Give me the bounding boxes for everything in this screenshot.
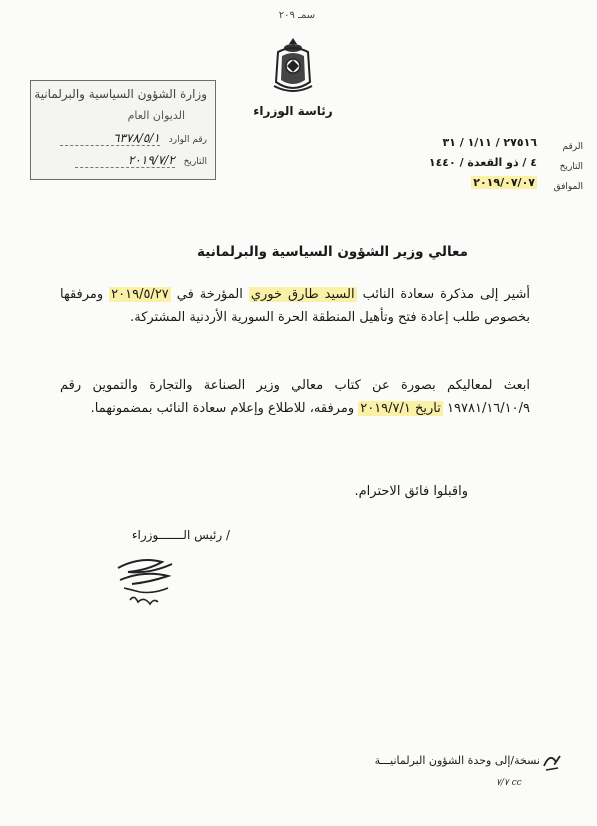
p1-highlight-date: ٢٠١٩/٥/٢٧ xyxy=(111,287,169,302)
closing-line: واقبلوا فائق الاحترام. xyxy=(354,484,468,499)
p2-highlight-date: تاريخ ٢٠١٩/٧/١ xyxy=(360,401,441,416)
incoming-stamp xyxy=(30,80,216,180)
stamp-date-value: ٢٠١٩/٧/٢ xyxy=(75,153,175,168)
stamp-incoming-label: رقم الوارد xyxy=(168,135,207,145)
top-mark: سمـ ٢٠٩ xyxy=(278,10,316,21)
p1-text-b: المؤرخة في xyxy=(170,287,249,302)
cc-note: ٧/٧ cc xyxy=(496,778,522,788)
ref-number-value: ٢٧٥١٦ / ١/١١ / ٣١ xyxy=(442,136,537,149)
p1-text-c: ومرفقها بخصوص طلب إعادة فتح وتأهيل المنطقة الحرة السورية الأردنية المشتركة. xyxy=(60,287,530,325)
ref-date-value: ٤ / ذو القعدة / ١٤٤٠ xyxy=(428,156,537,169)
stamp-date-row xyxy=(75,153,207,168)
paragraph-1 xyxy=(60,283,530,329)
stamp-section: الديوان العام xyxy=(127,109,185,122)
signature-title: / رئيس الـــــــوزراء xyxy=(131,528,230,542)
royal-emblem-icon xyxy=(270,36,316,96)
ref-date-label: التاريخ xyxy=(559,162,583,172)
cc-line: نسخة/إلى وحدة الشؤون البرلمانيـــة xyxy=(374,754,540,767)
ref-corresponding-value: ٢٠١٩/٠٧/٠٧ xyxy=(473,176,535,189)
p2-text-b: ومرفقه، للاطلاع وإعلام سعادة النائب بمضمونهما. xyxy=(90,401,359,416)
signature-icon xyxy=(110,548,190,612)
p1-highlight-name: السيد طارق خوري xyxy=(250,287,355,302)
stamp-date-label: التاريخ xyxy=(183,157,207,167)
p1-text-a: أشير إلى مذكرة سعادة النائب xyxy=(356,287,530,302)
addressee: معالي وزير الشؤون السياسية والبرلمانية xyxy=(197,244,468,260)
reference-block xyxy=(353,136,583,196)
stamp-ministry: وزارة الشؤون السياسية والبرلمانية xyxy=(34,87,207,101)
initials-icon xyxy=(540,748,564,774)
ref-corresponding-label: الموافق xyxy=(553,182,583,192)
p2-text-a: ابعث لمعاليكم بصورة عن كتاب معالي وزير الصناعة والتجارة والتموين رقم ١٩٧٨١/١٦/١٠/٩ xyxy=(60,378,530,416)
office-name: رئاسة الوزراء xyxy=(253,104,333,118)
stamp-incoming-row xyxy=(60,131,207,146)
stamp-incoming-value: ٦٣٧٨/٥/١ xyxy=(60,131,160,146)
paragraph-2 xyxy=(60,374,530,420)
ref-number-label: الرقم xyxy=(562,142,583,152)
